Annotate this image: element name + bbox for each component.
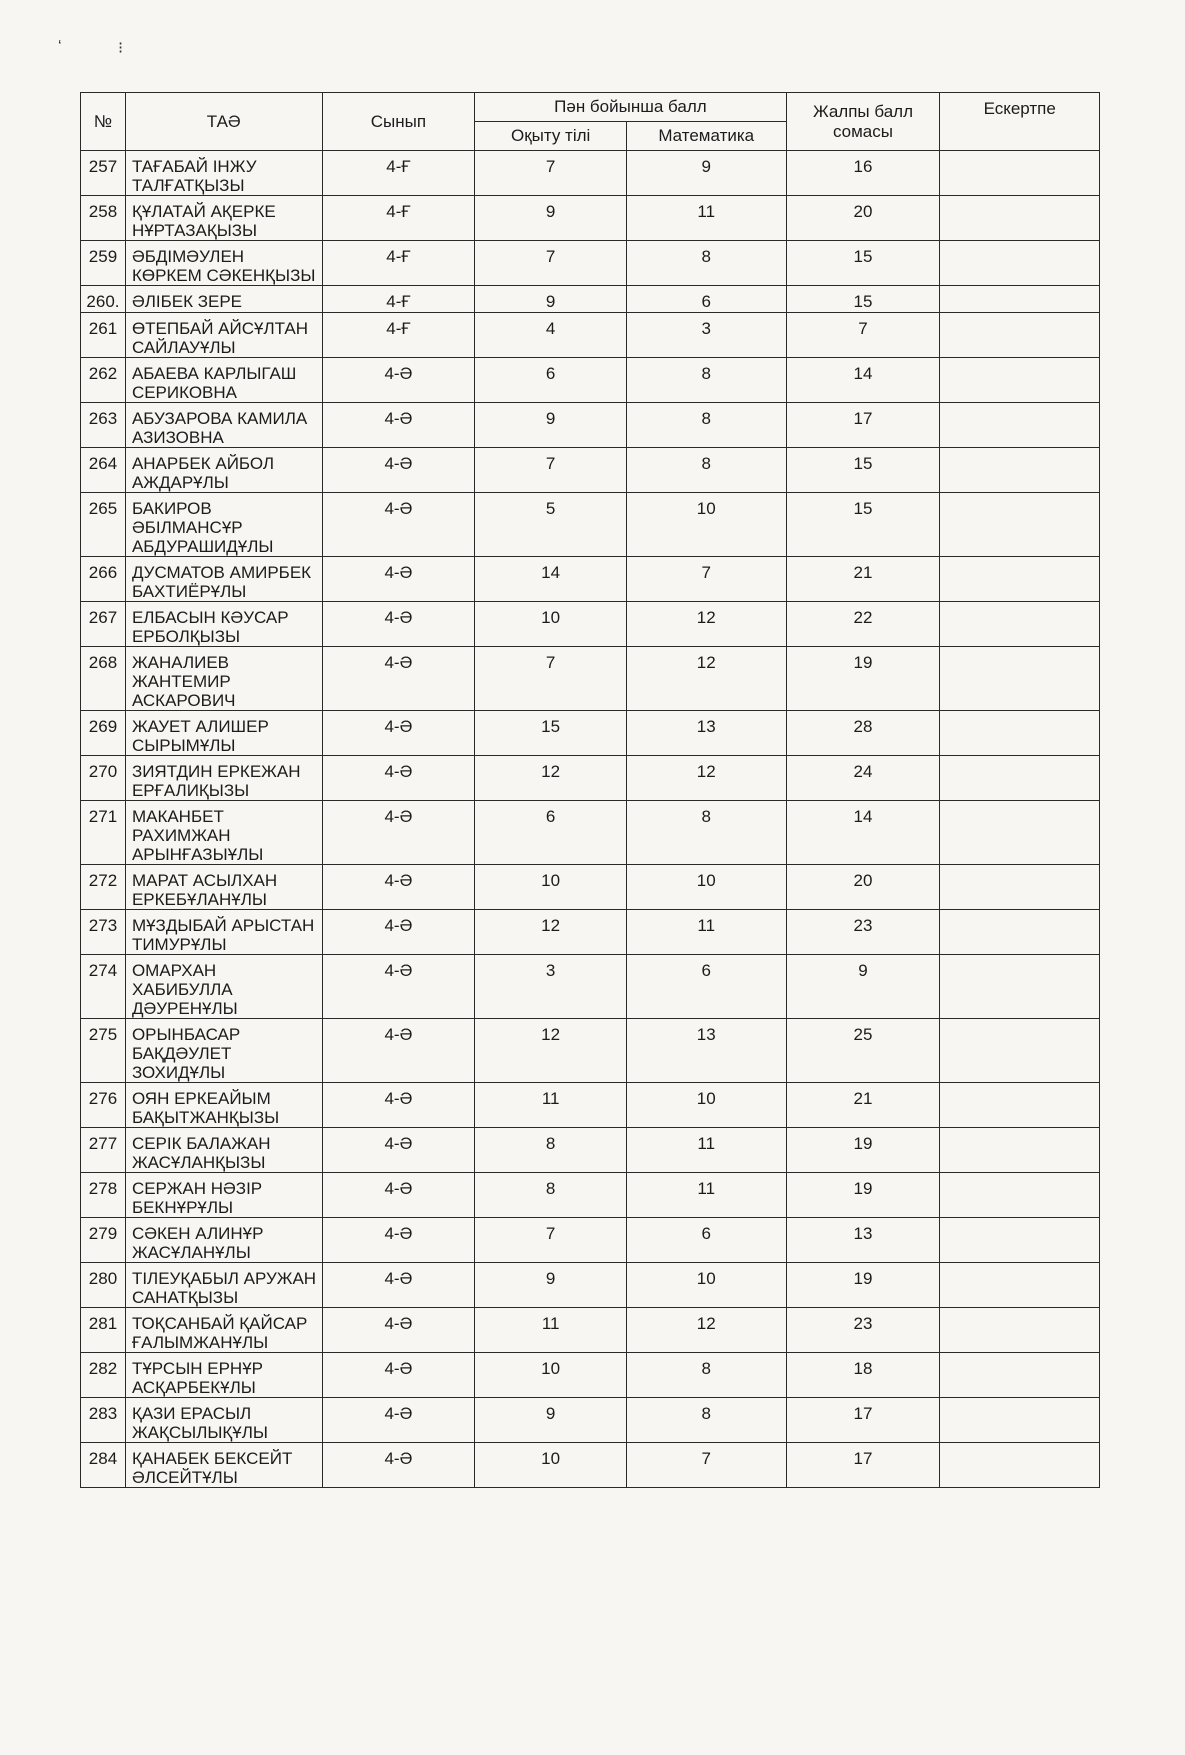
table-row: [81, 286, 1100, 313]
total-score: 9: [786, 955, 940, 1019]
math-score: 8: [626, 801, 786, 865]
table-row: [81, 448, 1100, 493]
math-score: 12: [626, 1308, 786, 1353]
header-math: Математика: [626, 122, 786, 151]
table-row: [81, 196, 1100, 241]
total-score: 19: [786, 1173, 940, 1218]
math-score: 13: [626, 711, 786, 756]
table-row: [81, 1083, 1100, 1128]
note-cell: [940, 1308, 1100, 1353]
note-cell: [940, 557, 1100, 602]
note-cell: [940, 801, 1100, 865]
student-class: 4-Ә: [322, 1398, 475, 1443]
math-score: 8: [626, 358, 786, 403]
student-name: ӘЛІБЕК ЗЕРЕ: [125, 286, 322, 313]
total-score: 17: [786, 1443, 940, 1488]
note-cell: [940, 1218, 1100, 1263]
total-score: 15: [786, 493, 940, 557]
language-score: 9: [475, 403, 627, 448]
language-score: 5: [475, 493, 627, 557]
student-name: ТОҚСАНБАЙ ҚАЙСАР ҒАЛЫМЖАНҰЛЫ: [125, 1308, 322, 1353]
scan-mark-left: ‘: [58, 38, 62, 55]
total-score: 15: [786, 286, 940, 313]
language-score: 6: [475, 358, 627, 403]
student-class: 4-Ә: [322, 602, 475, 647]
row-number: 273: [81, 910, 126, 955]
student-class: 4-Ә: [322, 801, 475, 865]
table-row: [81, 493, 1100, 557]
row-number: 267: [81, 602, 126, 647]
row-number: 278: [81, 1173, 126, 1218]
row-number: 281: [81, 1308, 126, 1353]
header-subject-score: Пән бойынша балл: [475, 93, 786, 122]
table-row: [81, 711, 1100, 756]
table-row: [81, 1019, 1100, 1083]
student-class: 4-Ә: [322, 910, 475, 955]
total-score: 23: [786, 910, 940, 955]
student-name: МҰЗДЫБАЙ АРЫСТАН ТИМУРҰЛЫ: [125, 910, 322, 955]
math-score: 10: [626, 1083, 786, 1128]
student-class: 4-Ә: [322, 403, 475, 448]
header-note: Ескертпе: [940, 93, 1100, 151]
student-class: 4-Ә: [322, 1353, 475, 1398]
student-name: ТАҒАБАЙ ІНЖУ ТАЛҒАТҚЫЗЫ: [125, 151, 322, 196]
table-row: [81, 403, 1100, 448]
language-score: 7: [475, 151, 627, 196]
student-name: АНАРБЕК АЙБОЛ АЖДАРҰЛЫ: [125, 448, 322, 493]
student-class: 4-Ә: [322, 1443, 475, 1488]
total-score: 14: [786, 801, 940, 865]
language-score: 7: [475, 448, 627, 493]
language-score: 9: [475, 1398, 627, 1443]
language-score: 12: [475, 910, 627, 955]
row-number: 264: [81, 448, 126, 493]
student-class: 4-Ғ: [322, 241, 475, 286]
student-name: СӘКЕН АЛИНҰР ЖАСҰЛАНҰЛЫ: [125, 1218, 322, 1263]
table-row: [81, 557, 1100, 602]
language-score: 12: [475, 756, 627, 801]
student-name: МАКАНБЕТ РАХИМЖАН АРЫНҒАЗЫҰЛЫ: [125, 801, 322, 865]
scan-mark-right: ⁝: [118, 40, 124, 57]
student-class: 4-Ә: [322, 955, 475, 1019]
student-class: 4-Ә: [322, 448, 475, 493]
language-score: 11: [475, 1083, 627, 1128]
language-score: 10: [475, 865, 627, 910]
table-row: [81, 241, 1100, 286]
total-score: 24: [786, 756, 940, 801]
student-class: 4-Ә: [322, 1019, 475, 1083]
student-name: ОМАРХАН ХАБИБУЛЛА ДӘУРЕНҰЛЫ: [125, 955, 322, 1019]
student-class: 4-Ә: [322, 647, 475, 711]
row-number: 276: [81, 1083, 126, 1128]
language-score: 9: [475, 1263, 627, 1308]
table-row: [81, 1308, 1100, 1353]
note-cell: [940, 493, 1100, 557]
student-name: АБУЗАРОВА КАМИЛА АЗИЗОВНА: [125, 403, 322, 448]
student-name: ДУСМАТОВ АМИРБЕК БАХТИЁРҰЛЫ: [125, 557, 322, 602]
row-number: 265: [81, 493, 126, 557]
row-number: 266: [81, 557, 126, 602]
table-row: [81, 358, 1100, 403]
math-score: 7: [626, 557, 786, 602]
total-score: 20: [786, 196, 940, 241]
student-name: ҚАНАБЕК БЕКСЕЙТ ӘЛСЕЙТҰЛЫ: [125, 1443, 322, 1488]
math-score: 8: [626, 1353, 786, 1398]
table-row: [81, 1398, 1100, 1443]
math-score: 11: [626, 910, 786, 955]
language-score: 14: [475, 557, 627, 602]
note-cell: [940, 313, 1100, 358]
table-row: [81, 756, 1100, 801]
student-name: ОЯН ЕРКЕАЙЫМ БАҚЫТЖАНҚЫЗЫ: [125, 1083, 322, 1128]
note-cell: [940, 865, 1100, 910]
student-name: ТІЛЕУҚАБЫЛ АРУЖАН САНАТҚЫЗЫ: [125, 1263, 322, 1308]
math-score: 11: [626, 196, 786, 241]
note-cell: [940, 1083, 1100, 1128]
student-name: ҚАЗИ ЕРАСЫЛ ЖАҚСЫЛЫҚҰЛЫ: [125, 1398, 322, 1443]
math-score: 10: [626, 1263, 786, 1308]
student-name: АБАЕВА КАРЛЫГАШ СЕРИКОВНА: [125, 358, 322, 403]
math-score: 12: [626, 756, 786, 801]
student-name: ЖАНАЛИЕВ ЖАНТЕМИР АСКАРОВИЧ: [125, 647, 322, 711]
row-number: 268: [81, 647, 126, 711]
note-cell: [940, 448, 1100, 493]
student-class: 4-Ә: [322, 1173, 475, 1218]
student-class: 4-Ә: [322, 1263, 475, 1308]
language-score: 4: [475, 313, 627, 358]
total-score: 21: [786, 557, 940, 602]
row-number: 282: [81, 1353, 126, 1398]
note-cell: [940, 151, 1100, 196]
note-cell: [940, 647, 1100, 711]
total-score: 22: [786, 602, 940, 647]
header-total: Жалпы балл сомасы: [786, 93, 940, 151]
student-class: 4-Ә: [322, 1308, 475, 1353]
table-row: [81, 602, 1100, 647]
math-score: 11: [626, 1173, 786, 1218]
math-score: 6: [626, 955, 786, 1019]
student-class: 4-Ғ: [322, 286, 475, 313]
row-number: 270: [81, 756, 126, 801]
table-row: [81, 801, 1100, 865]
row-number: 284: [81, 1443, 126, 1488]
header-language: Оқыту тілі: [475, 122, 627, 151]
student-name: БАКИРОВ ӘБІЛМАНСҰР АБДУРАШИДҰЛЫ: [125, 493, 322, 557]
total-score: 14: [786, 358, 940, 403]
row-number: 271: [81, 801, 126, 865]
student-name: СЕРЖАН НӘЗІР БЕКНҰРҰЛЫ: [125, 1173, 322, 1218]
language-score: 7: [475, 647, 627, 711]
table-row: [81, 1173, 1100, 1218]
language-score: 15: [475, 711, 627, 756]
student-name: МАРАТ АСЫЛХАН ЕРКЕБҰЛАНҰЛЫ: [125, 865, 322, 910]
math-score: 11: [626, 1128, 786, 1173]
student-class: 4-Ғ: [322, 313, 475, 358]
row-number: 269: [81, 711, 126, 756]
student-class: 4-Ә: [322, 1218, 475, 1263]
language-score: 10: [475, 1353, 627, 1398]
note-cell: [940, 241, 1100, 286]
table-row: [81, 151, 1100, 196]
student-class: 4-Ғ: [322, 196, 475, 241]
row-number: 258: [81, 196, 126, 241]
total-score: 17: [786, 403, 940, 448]
math-score: 7: [626, 1443, 786, 1488]
total-score: 15: [786, 241, 940, 286]
note-cell: [940, 1443, 1100, 1488]
table-row: [81, 865, 1100, 910]
student-name: ОРЫНБАСАР БАҚДӘУЛЕТ ЗОХИДҰЛЫ: [125, 1019, 322, 1083]
total-score: 16: [786, 151, 940, 196]
note-cell: [940, 756, 1100, 801]
student-class: 4-Ә: [322, 1083, 475, 1128]
note-cell: [940, 711, 1100, 756]
note-cell: [940, 1263, 1100, 1308]
math-score: 8: [626, 448, 786, 493]
total-score: 17: [786, 1398, 940, 1443]
table-row: [81, 910, 1100, 955]
header-number: №: [81, 93, 126, 151]
table-row: [81, 647, 1100, 711]
student-name: СЕРІК БАЛАЖАН ЖАСҰЛАНҚЫЗЫ: [125, 1128, 322, 1173]
total-score: 15: [786, 448, 940, 493]
student-class: 4-Ә: [322, 1128, 475, 1173]
student-name: ӨТЕПБАЙ АЙСҰЛТАН САЙЛАУҰЛЫ: [125, 313, 322, 358]
header-name: ТАӘ: [125, 93, 322, 151]
student-class: 4-Ә: [322, 557, 475, 602]
row-number: 283: [81, 1398, 126, 1443]
row-number: 263: [81, 403, 126, 448]
math-score: 3: [626, 313, 786, 358]
language-score: 9: [475, 286, 627, 313]
total-score: 23: [786, 1308, 940, 1353]
table-row: [81, 313, 1100, 358]
math-score: 10: [626, 865, 786, 910]
total-score: 13: [786, 1218, 940, 1263]
math-score: 9: [626, 151, 786, 196]
total-score: 20: [786, 865, 940, 910]
language-score: 7: [475, 241, 627, 286]
total-score: 18: [786, 1353, 940, 1398]
math-score: 10: [626, 493, 786, 557]
language-score: 3: [475, 955, 627, 1019]
note-cell: [940, 358, 1100, 403]
note-cell: [940, 1019, 1100, 1083]
student-class: 4-Ә: [322, 756, 475, 801]
student-name: ЖАУЕТ АЛИШЕР СЫРЫМҰЛЫ: [125, 711, 322, 756]
table-row: [81, 1263, 1100, 1308]
note-cell: [940, 1353, 1100, 1398]
results-table: [80, 92, 1100, 1488]
row-number: 257: [81, 151, 126, 196]
row-number: 279: [81, 1218, 126, 1263]
language-score: 8: [475, 1128, 627, 1173]
row-number: 277: [81, 1128, 126, 1173]
language-score: 6: [475, 801, 627, 865]
language-score: 12: [475, 1019, 627, 1083]
student-class: 4-Ә: [322, 865, 475, 910]
total-score: 21: [786, 1083, 940, 1128]
student-name: ЗИЯТДИН ЕРКЕЖАН ЕРҒАЛИҚЫЗЫ: [125, 756, 322, 801]
header-class: Сынып: [322, 93, 475, 151]
table-body: [81, 151, 1100, 1488]
note-cell: [940, 196, 1100, 241]
math-score: 12: [626, 602, 786, 647]
total-score: 19: [786, 1128, 940, 1173]
row-number: 260.: [81, 286, 126, 313]
student-name: ЕЛБАСЫН КӘУСАР ЕРБОЛҚЫЗЫ: [125, 602, 322, 647]
row-number: 259: [81, 241, 126, 286]
student-name: ӘБДІМӘУЛЕН КӨРКЕМ СӘКЕНҚЫЗЫ: [125, 241, 322, 286]
note-cell: [940, 1398, 1100, 1443]
language-score: 7: [475, 1218, 627, 1263]
student-class: 4-Ғ: [322, 151, 475, 196]
student-class: 4-Ә: [322, 358, 475, 403]
language-score: 10: [475, 1443, 627, 1488]
table-row: [81, 955, 1100, 1019]
table-row: [81, 1128, 1100, 1173]
language-score: 9: [475, 196, 627, 241]
total-score: 19: [786, 1263, 940, 1308]
math-score: 8: [626, 1398, 786, 1443]
student-name: ҚҰЛАТАЙ АҚЕРКЕ НҰРТАЗАҚЫЗЫ: [125, 196, 322, 241]
table-row: [81, 1353, 1100, 1398]
note-cell: [940, 1128, 1100, 1173]
total-score: 28: [786, 711, 940, 756]
language-score: 10: [475, 602, 627, 647]
row-number: 272: [81, 865, 126, 910]
language-score: 8: [475, 1173, 627, 1218]
total-score: 25: [786, 1019, 940, 1083]
total-score: 7: [786, 313, 940, 358]
language-score: 11: [475, 1308, 627, 1353]
math-score: 13: [626, 1019, 786, 1083]
row-number: 261: [81, 313, 126, 358]
note-cell: [940, 403, 1100, 448]
student-class: 4-Ә: [322, 711, 475, 756]
table-row: [81, 1218, 1100, 1263]
note-cell: [940, 286, 1100, 313]
math-score: 8: [626, 403, 786, 448]
row-number: 280: [81, 1263, 126, 1308]
math-score: 8: [626, 241, 786, 286]
student-class: 4-Ә: [322, 493, 475, 557]
row-number: 262: [81, 358, 126, 403]
table-row: [81, 1443, 1100, 1488]
student-name: ТҰРСЫН ЕРНҰР АСҚАРБЕКҰЛЫ: [125, 1353, 322, 1398]
note-cell: [940, 910, 1100, 955]
note-cell: [940, 1173, 1100, 1218]
note-cell: [940, 602, 1100, 647]
math-score: 12: [626, 647, 786, 711]
total-score: 19: [786, 647, 940, 711]
note-cell: [940, 955, 1100, 1019]
row-number: 274: [81, 955, 126, 1019]
row-number: 275: [81, 1019, 126, 1083]
math-score: 6: [626, 1218, 786, 1263]
math-score: 6: [626, 286, 786, 313]
